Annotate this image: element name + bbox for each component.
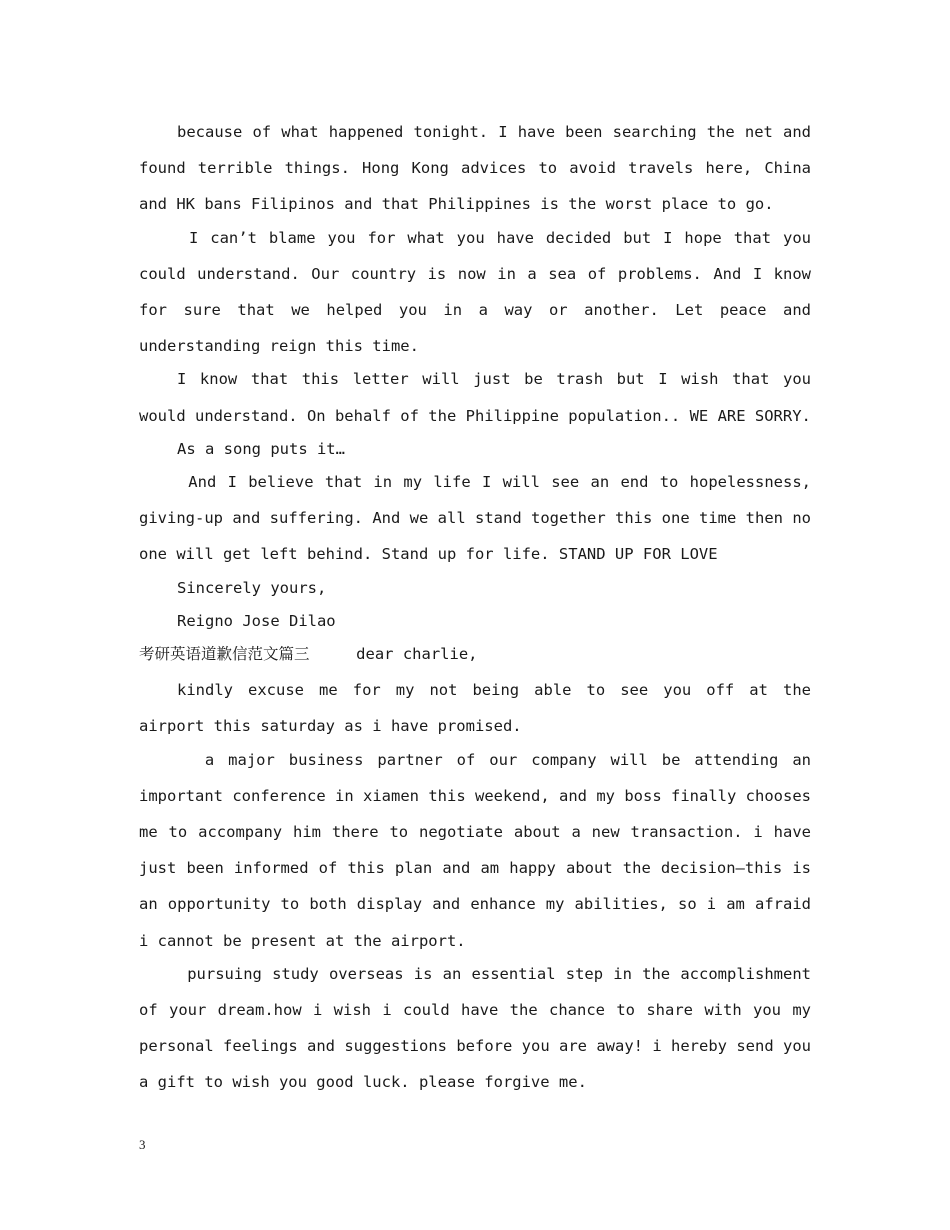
paragraph-letter-will-be-trash: I know that this letter will just be trash but I wish that you would understand. On behalf of the Philippine population.. WE ARE SORRY. (139, 370, 821, 425)
paragraph-song-lyrics: And I believe that in my life I will see an end to hopelessness, giving-up and suffering. And we all stand together this one time then no one will get left behind. Stand up for life. STAND UP FOR LOVE (139, 473, 821, 564)
letter-salutation: dear charlie, (309, 645, 478, 664)
signature-name: Reigno Jose Dilao (177, 611, 336, 630)
closing-sincerely: Sincerely yours, (177, 578, 327, 597)
paragraph-because-of-what-happened: because of what happened tonight. I have been searching the net and found terrible things. Hong Kong advices to avoid travels here, China and HK bans Filipinos and that Philippines is the worst place to go. (139, 123, 821, 214)
paragraph-pursuing-study: pursuing study overseas is an essential step in the accomplishment of your dream.how i wish i could have the chance to share with you my personal feelings and suggestions before you are away! i hereby send you a gift to wish you good luck. please forgive me. (139, 964, 821, 1092)
paragraph-cant-blame-you: I can’t blame you for what you have decided but I hope that you could understand. Our country is now in a sea of problems. And I know for sure that we helped you in a way or another. Let peace and understanding reign this time. (139, 228, 821, 356)
paragraph-song-puts-it: As a song puts it… (177, 439, 345, 458)
page-number: 3 (139, 1137, 146, 1152)
paragraph-business-partner: a major business partner of our company will be attending an important conference in xiamen this weekend, and my boss finally chooses me to accompany him there to negotiate about a new transaction. i have just been informed of this plan and am happy about the decision—this is an opportunity to both display and enhance my abilities, so i am afraid i cannot be present at the airport. (139, 750, 821, 950)
section-title-chinese: 考研英语道歉信范文篇三 (139, 645, 310, 664)
section-heading (139, 636, 811, 672)
document-page (139, 114, 821, 1101)
paragraph-kindly-excuse-me: kindly excuse me for my not being able to see you off at the airport this saturday as i have promised. (139, 681, 821, 736)
